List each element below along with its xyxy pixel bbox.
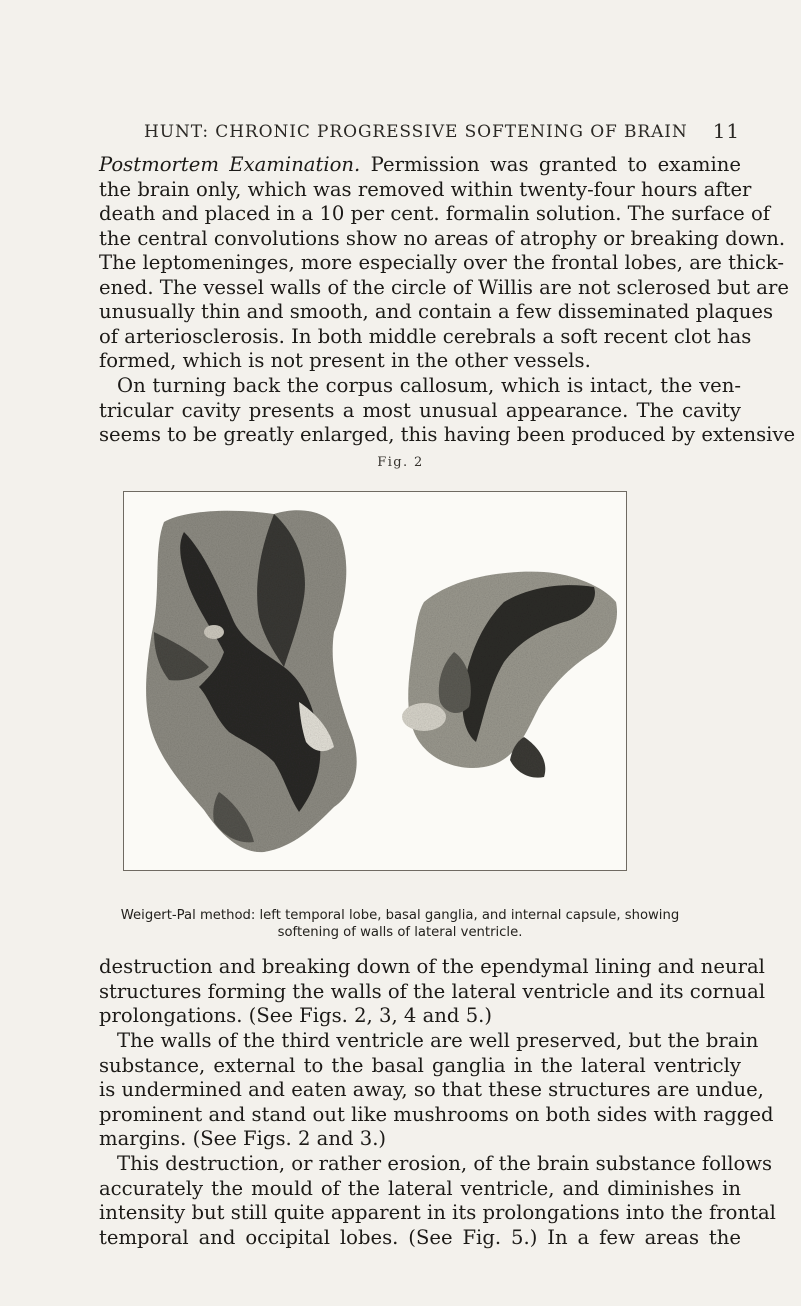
text-line: ened. The vessel walls of the circle of Willis are not sclerosed but are	[99, 275, 789, 299]
text-line: This destruction, or rather erosion, of the brain substance follows	[117, 1152, 773, 1175]
text-line: The walls of the third ventricle are well preserved, but the brain	[117, 1029, 759, 1052]
text-line: prominent and stand out like mushrooms on both sides with ragged	[99, 1102, 774, 1126]
text-line: the central convolutions show no areas of atrophy or breaking down.	[99, 226, 786, 250]
text-line: On turning back the corpus callosum, which is intact, the ven-	[117, 374, 741, 397]
caption-line: softening of walls of lateral ventricle.	[277, 925, 523, 940]
text-line: death and placed in a 10 per cent. formalin solution. The surface of	[99, 202, 771, 226]
text-line: intensity but still quite apparent in its prolongations into the frontal	[99, 1201, 776, 1225]
text-line: structures forming the walls of the lateral ventricle and its cornual	[99, 979, 766, 1003]
text-line: temporal and occipital lobes. (See Fig. 5.) In a few areas the	[99, 1225, 741, 1249]
text-line: unusually thin and smooth, and contain a few disseminated plaques	[99, 300, 773, 324]
figure-label: Fig. 2	[377, 455, 424, 470]
text-line: of arteriosclerosis. In both middle cerebrals a soft recent clot has	[99, 324, 752, 348]
text-line: substance, external to the basal ganglia in the lateral ventricly	[99, 1053, 741, 1077]
caption-line: Weigert-Pal method: left temporal lobe, basal ganglia, and internal capsule, showing	[120, 908, 680, 923]
page-number: 11	[712, 119, 740, 143]
text-line: the brain only, which was removed within twenty-four hours after	[99, 177, 752, 201]
paragraph-third-ventricle	[99, 1029, 774, 1152]
text-line: The leptomeninges, more especially over the frontal lobes, are thick-	[99, 251, 784, 275]
brain-section-illustration	[124, 492, 625, 869]
text-line: prolongations. (See Figs. 2, 3, 4 and 5.)	[99, 1004, 493, 1028]
figure-caption	[120, 907, 680, 941]
paragraph-erosion	[99, 1152, 776, 1250]
running-title: HUNT: CHRONIC PROGRESSIVE SOFTENING OF BRAIN	[144, 122, 688, 142]
running-header	[100, 119, 740, 145]
paragraph-destruction	[99, 955, 766, 1029]
text-line: margins. (See Figs. 2 and 3.)	[99, 1127, 387, 1151]
paragraph-postmortem	[99, 153, 789, 374]
text-line: tricular cavity presents a most unusual appearance. The cavity	[99, 398, 741, 422]
text-line: seems to be greatly enlarged, this having been produced by extensive	[99, 423, 796, 447]
paragraph-ventricle-opening	[99, 374, 796, 448]
text-line: formed, which is not present in the other vessels.	[99, 349, 591, 373]
figure-brain-section	[123, 491, 627, 871]
text-line: is undermined and eaten away, so that these structures are undue,	[99, 1078, 764, 1102]
text-line: Postmortem Examination. Permission was granted to examine	[99, 153, 741, 176]
text-line: accurately the mould of the lateral ventricle, and diminishes in	[99, 1176, 741, 1200]
section-lead: Postmortem Examination.	[99, 153, 361, 176]
text-line: destruction and breaking down of the ependymal lining and neural	[99, 955, 765, 978]
